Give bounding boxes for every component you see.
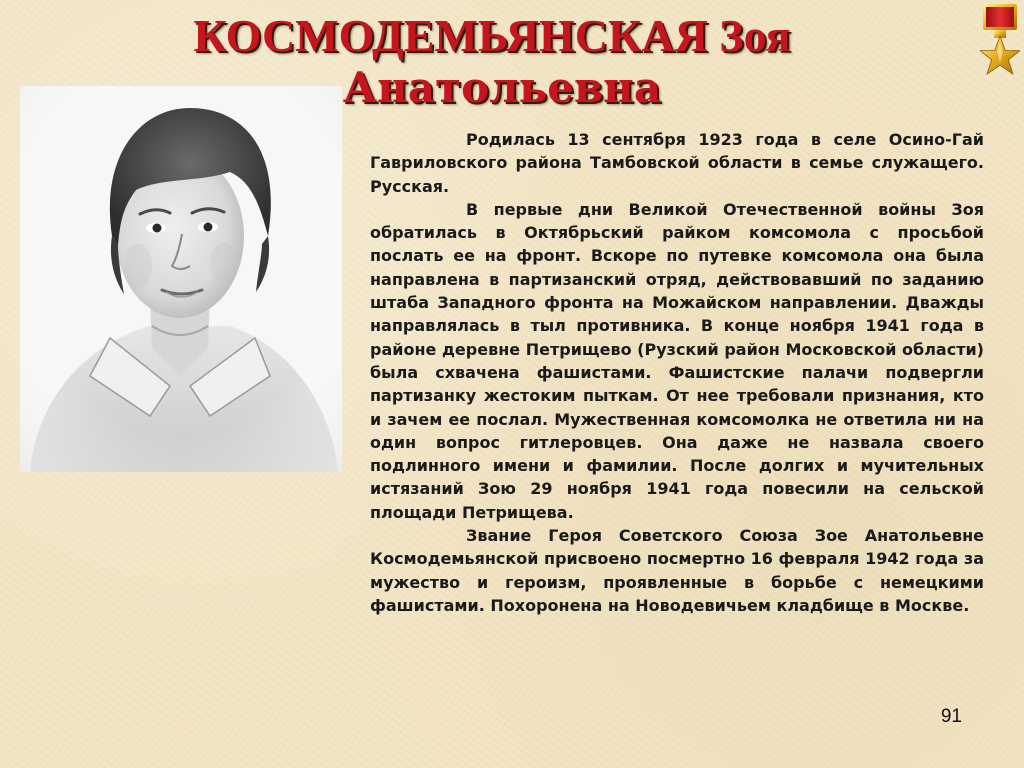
bio-paragraph-award: Звание Героя Советского Союза Зое Анатольевне Космодемьянской присвоено посмертно 16 февраля 1942 года за мужество и героизм, проявленные в борьбе с немецкими фашистами. Похоронена на Новодевичьем кладбище в Москве. (370, 526, 984, 615)
hero-gold-star-medal-icon (980, 2, 1020, 76)
portrait-photo (20, 86, 342, 472)
bio-paragraph-birth: Родилась 13 сентября 1923 года в селе Осино-Гай Гавриловского района Тамбовской области в семье служащего. Русская. (370, 130, 984, 196)
title-line-2: Анатольевна (342, 63, 662, 112)
bio-paragraph-war: В первые дни Великой Отечественной войны Зоя обратилась в Октябрьский райком комсомола с просьбой послать ее на фронт. Вскоре по путевке комсомола она была направлена в партизанский отряд, действовавший по заданию штаба Западного фронта на Можайском направлении. Дважды направлялась в тыл противника. В конце ноября 1941 года в районе деревне Петрищево (Рузский район Московской области) была схвачена фашистами. Фашистские палачи подвергли партизанку жестоким пыткам. От нее требовали признания, кто и зачем ее послал. Мужественная комсомолка не ответила ни на один вопрос гитлеровцев. Она даже не назвала своего подлинного имени и фамилии. После долгих и мучительных истязаний Зою 29 ноября 1941 года повесили на сельской площади Петрищева. (370, 199, 984, 522)
title-line-1: КОСМОДЕМЬЯНСКАЯ Зоя (193, 10, 791, 61)
page-number: 91 (940, 706, 962, 727)
biography-text (370, 128, 984, 617)
